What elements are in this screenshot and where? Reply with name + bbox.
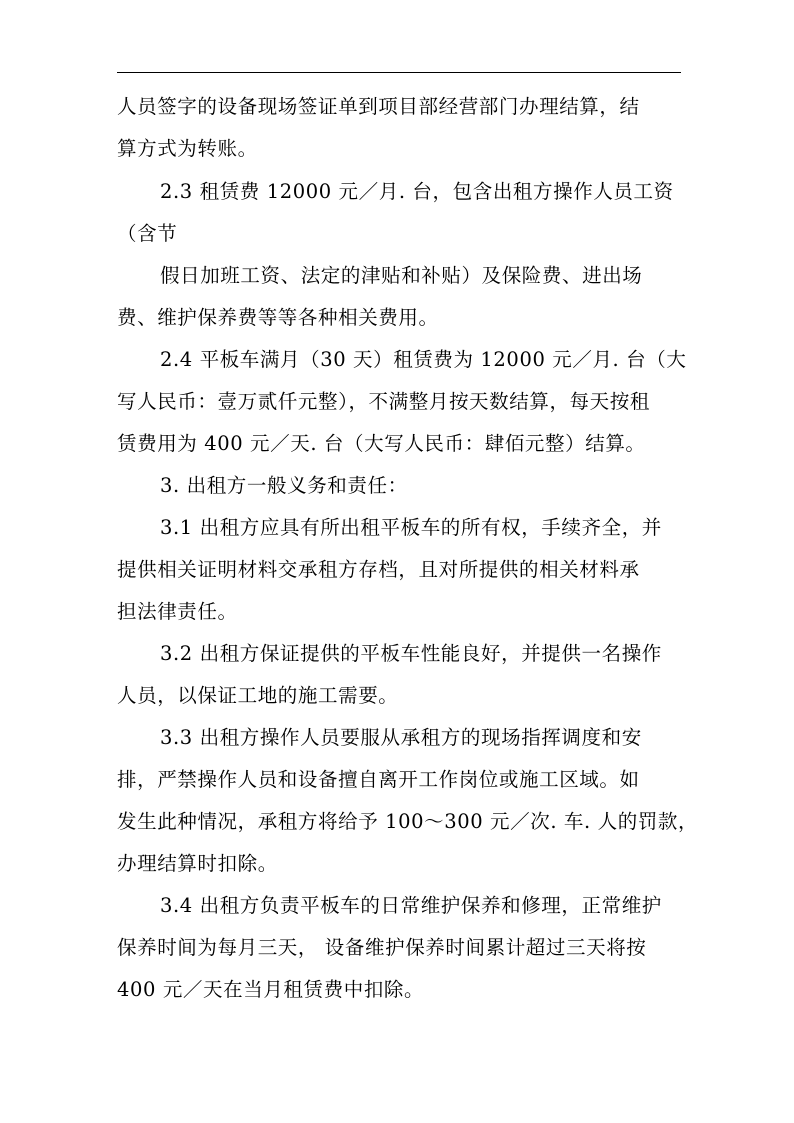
text-line: 费、维护保养费等等各种相关费用。 <box>117 306 439 329</box>
section-heading: 3. 出租方一般义务和责任： <box>160 474 408 497</box>
text-line: 保养时间为每月三天， 设备维护保养时间累计超过三天将按 <box>117 936 647 959</box>
text-line: 2.4 平板车满月（30 天）租赁费为 12000 元／月. 台（大 <box>160 348 687 371</box>
text-line: 2.3 租赁费 12000 元／月. 台，包含出租方操作人员工资 <box>160 180 674 203</box>
text-line: 算方式为转账。 <box>117 137 258 160</box>
text-line: 3.2 出租方保证提供的平板车性能良好，并提供一名操作 <box>160 642 662 665</box>
text-line: 3.3 出租方操作人员要服从承租方的现场指挥调度和安 <box>160 726 642 749</box>
text-line: 人员，以保证工地的施工需要。 <box>117 684 399 707</box>
text-line: 提供相关证明材料交承租方存档，且对所提供的相关材料承 <box>117 558 640 581</box>
text-line: 人员签字的设备现场签证单到项目部经营部门办理结算，结 <box>117 95 640 118</box>
text-line: 担法律责任。 <box>117 600 238 623</box>
text-line: 发生此种情况，承租方将给予 100～300 元／次. 车. 人的罚款， <box>117 810 699 833</box>
text-line: （含节 <box>117 222 178 245</box>
header-rule <box>117 72 681 73</box>
text-line: 写人民币：壹万贰仟元整），不满整月按天数结算，每天按租 <box>117 390 650 413</box>
text-line: 3.4 出租方负责平板车的日常维护保养和修理，正常维护 <box>160 894 662 917</box>
text-line: 办理结算时扣除。 <box>117 852 278 875</box>
text-line: 3.1 出租方应具有所出租平板车的所有权，手续齐全，并 <box>160 516 662 539</box>
text-line: 排，严禁操作人员和设备擅自离开工作岗位或施工区域。如 <box>117 768 640 791</box>
text-line: 赁费用为 400 元／天. 台（大写人民币：肆佰元整）结算。 <box>117 432 646 455</box>
text-line: 400 元／天在当月租赁费中扣除。 <box>117 978 425 1001</box>
text-line: 假日加班工资、法定的津贴和补贴）及保险费、进出场 <box>160 264 643 287</box>
